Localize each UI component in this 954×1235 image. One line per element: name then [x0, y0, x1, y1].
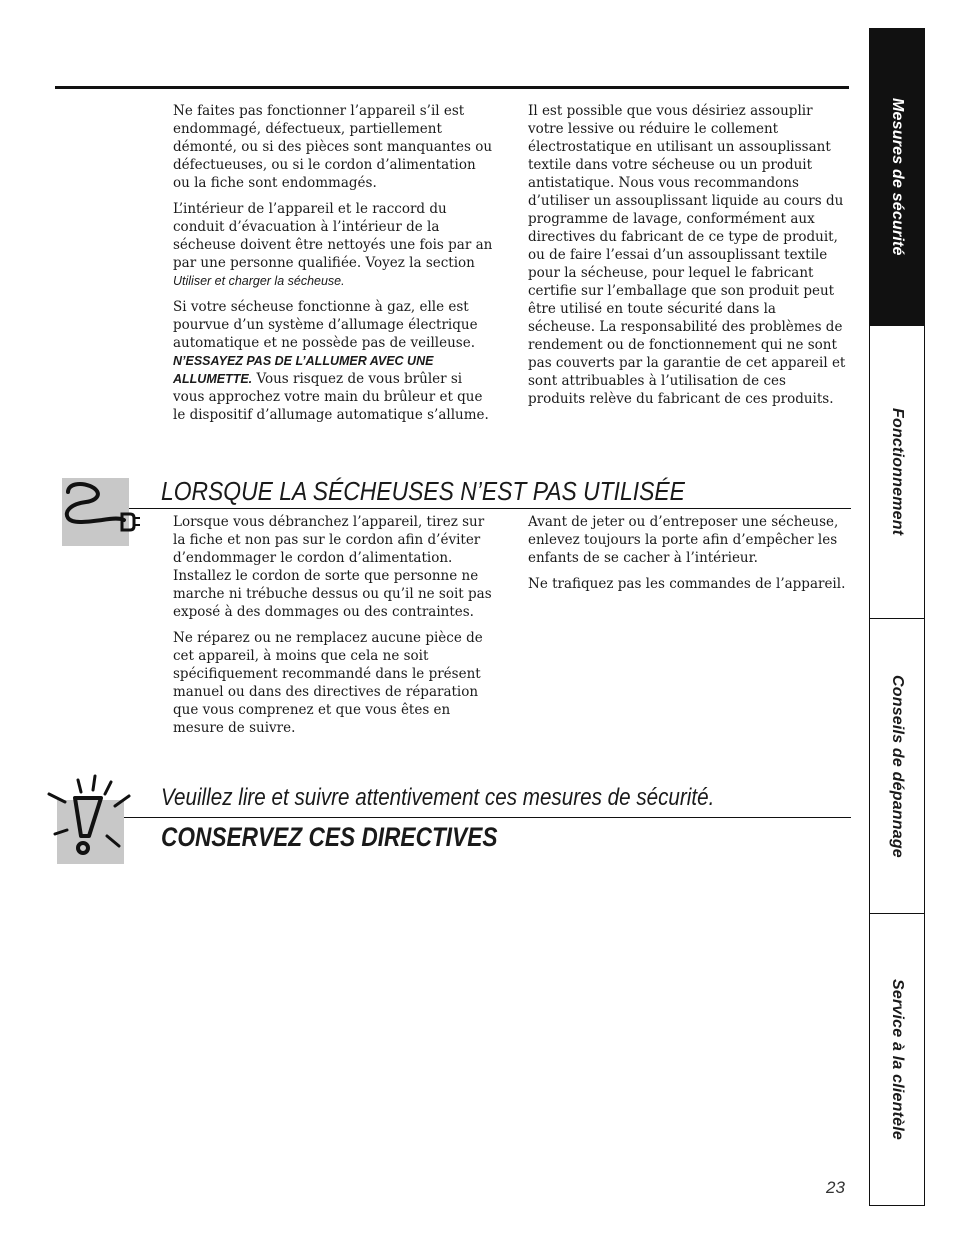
safety-reminder: Veuillez lire et suivre attentivement ces mesures de sécurité. [161, 784, 715, 811]
tab-service-a-la-clientele[interactable] [870, 914, 924, 1205]
paragraph: Ne trafiquez pas les commandes de l’appareil. [528, 576, 846, 592]
keep-instructions-heading: CONSERVEZ CES DIRECTIVES [161, 822, 498, 852]
tab-label: Mesures de sécurité [889, 98, 906, 256]
section-reference: Utiliser et charger la sécheuse [173, 274, 342, 288]
tab-label: Service à la clientèle [889, 979, 906, 1140]
tab-fonctionnement[interactable] [870, 326, 924, 618]
section-left-column [173, 513, 495, 745]
section-right-column [528, 513, 846, 601]
section-rule [129, 508, 851, 509]
warning-exclamation-icon [57, 800, 124, 864]
paragraph: Ne faites pas fonctionner l’appareil s’il est endommagé, défectueux, partiellement démonté, ou si des pièces sont manquantes ou défectueuses, ou si le cordon d’alimentation ou la fiche sont endommagés. [173, 103, 493, 191]
power-cord-icon [62, 478, 129, 546]
paragraph: Ne réparez ou ne remplacez aucune pièce de cet appareil, à moins que cela ne soit spécifiquement recommandé dans le présent manuel ou dans des directives de réparation que vous comprenez et que vous êtes en mesure de suivre. [173, 630, 483, 736]
tab-label: Fonctionnement [889, 408, 906, 536]
upper-left-column [173, 102, 495, 432]
warning-text: N’ESSAYEZ PAS DE L’ALLUMER AVEC UNE ALLUMETTE. [173, 354, 434, 386]
paragraph: Avant de jeter ou d’entreposer une sécheuse, enlevez toujours la porte afin d’empêcher les enfants de se cacher à l’intérieur. [528, 514, 839, 566]
top-rule [55, 86, 849, 89]
side-tabs [869, 28, 925, 1206]
section-heading: LORSQUE LA SÉCHEUSES N’EST PAS UTILISÉE [161, 476, 685, 506]
paragraph: Si votre sécheuse fonctionne à gaz, elle est pourvue d’un système d’allumage électrique automatique et ne possède pas de veilleuse. N’ESSAYEZ PAS DE L’ALLUMER AVEC UNE ALLUMETTE. Vous risquez de vous brûler si vous approchez votre main du brûleur et que le dispositif d’allumage automatique s’allume. [173, 299, 489, 423]
paragraph: Il est possible que vous désiriez assouplir votre lessive ou réduire le collement électrostatique en utilisant un assouplissant textile dans votre sécheuse ou un produit antistatique. Nous vous recommandons d’utiliser un assouplissant liquide au cours du programme de lavage, conformément aux directives du fabricant de ce type de produit, ou de faire l’essai d’un assouplissant textile pour la sécheuse, pour lequel le fabricant certifie sur l’emballage que son produit peut être utilisé en toute sécurité dans la sécheuse. La responsabilité des problèmes de rendement ou de fonctionnement qui ne sont pas couverts par la garantie de cet appareil et sont attribuables à l’utilisation de ces produits relève du fabricant de ces produits. [528, 103, 846, 407]
tab-conseils-de-depannage[interactable] [870, 619, 924, 913]
tab-mesures-de-securite[interactable] [870, 29, 924, 325]
tab-label: Conseils de dépannage [889, 674, 906, 858]
upper-right-column [528, 102, 846, 416]
page-number: 23 [826, 1178, 845, 1197]
paragraph: Lorsque vous débranchez l’appareil, tirez sur la fiche et non pas sur le cordon afin d’éviter d’endommager le cordon d’alimentation. Installez le cordon de sorte que personne ne marche ni trébuche dessus ou qu’il ne soit pas exposé à des dommages ou des contraintes. [173, 514, 492, 620]
footer-rule [124, 817, 851, 818]
paragraph: L’intérieur de l’appareil et le raccord du conduit d’évacuation à l’intérieur de la sécheuse doivent être nettoyés une fois par an par une personne qualifiée. Voyez la section Utiliser et charger la sécheuse. [173, 201, 493, 288]
